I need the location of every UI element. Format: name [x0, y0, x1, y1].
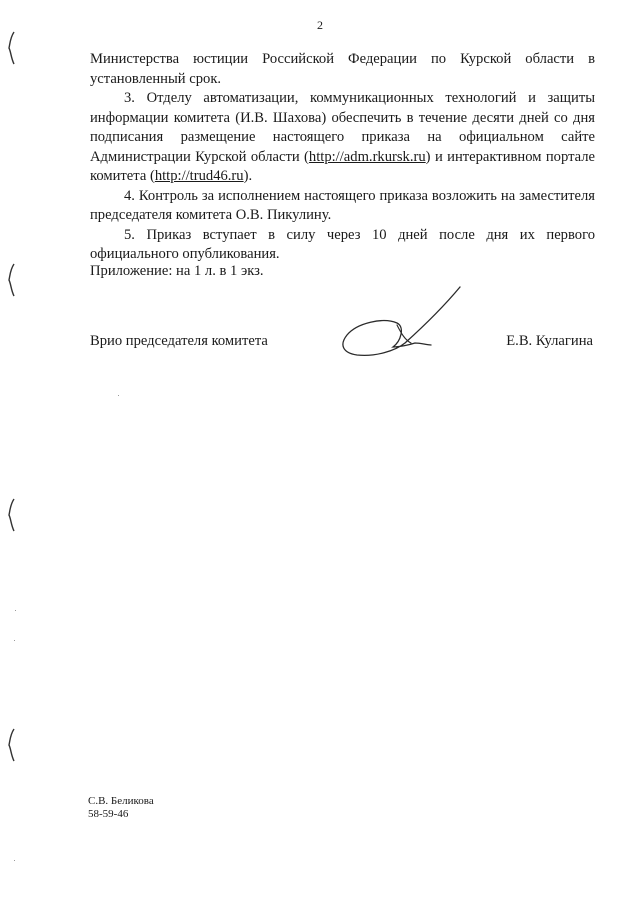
scan-mark	[6, 497, 18, 533]
link-trud46[interactable]: http://trud46.ru	[154, 168, 244, 184]
signer-name: Е.В. Кулагина	[506, 333, 593, 349]
scan-mark	[6, 30, 18, 66]
executor-name: С.В. Беликова	[88, 795, 154, 807]
scan-speck	[14, 640, 15, 641]
scan-mark	[6, 262, 18, 298]
page-number: 2	[317, 18, 323, 32]
document-body	[90, 50, 595, 265]
paragraph-4: 4. Контроль за исполнением настоящего приказа возложить на заместителя председателя комитета О.В. Пикулину.	[90, 187, 595, 223]
executor-info	[88, 795, 154, 821]
paragraph-3	[90, 89, 595, 187]
scan-speck	[118, 395, 119, 396]
link-adm-rkursk[interactable]: http://adm.rkursk.ru	[308, 148, 426, 165]
scan-mark	[6, 727, 18, 763]
signer-title: Врио председателя комитета	[90, 333, 268, 349]
executor-phone: 58-59-46	[88, 808, 129, 820]
scan-speck	[14, 860, 15, 861]
scan-speck	[15, 610, 16, 611]
paragraph-5: 5. Приказ вступает в силу через 10 дней после дня их первого официального опубликования.	[90, 226, 595, 262]
paragraph-3-text-start: 3. Отделу автоматизации, коммуникационных технологий и защиты информации комитета (И.В. Шахова) обеспечить в течение десяти дней со дня подписания размещение настоящего приказа на официальном сайте Администрации Курской области (	[90, 90, 595, 165]
handwritten-signature	[335, 285, 465, 365]
paragraph-3-text-end: ).	[243, 168, 253, 184]
attachment-note: Приложение: на 1 л. в 1 экз.	[90, 263, 264, 279]
paragraph-continuation: Министерства юстиции Российской Федерации по Курской области в установленный срок.	[90, 51, 595, 87]
paragraph-3-text-middle: ) и интерактивном портале комитета (	[90, 148, 595, 184]
